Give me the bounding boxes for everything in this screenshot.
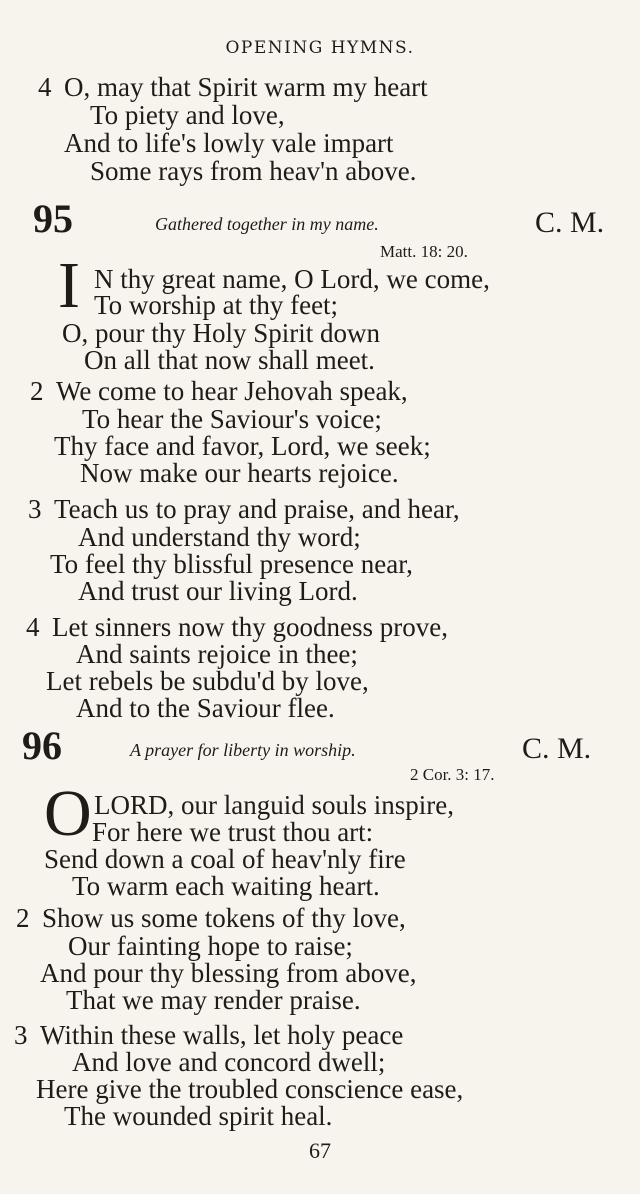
prev-stanza-line-4: Some rays from heav'n above. <box>90 156 417 186</box>
hymn-meter: C. M. <box>535 206 605 239</box>
scripture-reference: Matt. 18: 20. <box>380 242 468 261</box>
prev-stanza-line-2: To piety and love, <box>90 100 285 130</box>
hymn-meter: C. M. <box>522 732 592 765</box>
stanza-number: 3 <box>28 494 42 524</box>
prev-stanza-line-3: And to life's lowly vale impart <box>64 128 394 158</box>
verse-line: And saints rejoice in thee; <box>76 639 358 669</box>
verse-line: LORD, our languid souls inspire, <box>94 790 454 820</box>
hymn-title: A prayer for liberty in worship. <box>130 740 356 760</box>
hymn-number: 95 <box>33 196 73 241</box>
hymn-title: Gathered together in my name. <box>155 214 379 234</box>
drop-cap: I <box>58 249 80 322</box>
verse-line: Our fainting hope to raise; <box>68 931 353 961</box>
stanza-number: 2 <box>30 376 44 406</box>
scripture-reference: 2 Cor. 3: 17. <box>410 765 495 784</box>
stanza-number: 4 <box>26 612 40 642</box>
verse-line: N thy great name, O Lord, we come, <box>94 264 490 294</box>
verse-line: That we may render praise. <box>66 985 361 1015</box>
stanza-number: 3 <box>14 1020 28 1050</box>
verse-line: To hear the Saviour's voice; <box>82 404 382 434</box>
verse-line: The wounded spirit heal. <box>64 1101 333 1131</box>
running-head: OPENING HYMNS. <box>225 38 415 58</box>
prev-stanza-line-1: 4 O, may that Spirit warm my heart <box>38 72 428 102</box>
stanza-number: 2 <box>16 903 30 933</box>
verse-line: On all that now shall meet. <box>84 345 375 375</box>
verse-line: Send down a coal of heav'nly fire <box>44 844 406 874</box>
verse-line: For here we trust thou art: <box>92 817 374 847</box>
verse-line: 2 Show us some tokens of thy love, <box>16 903 406 933</box>
verse-line: 2 We come to hear Jehovah speak, <box>30 376 408 406</box>
verse-line: Thy face and favor, Lord, we seek; <box>54 431 431 461</box>
verse-line: To warm each waiting heart. <box>72 871 380 901</box>
verse-line: And love and concord dwell; <box>72 1047 386 1077</box>
stanza-number: 4 <box>38 72 52 102</box>
verse-line: And pour thy blessing from above, <box>40 958 417 988</box>
verse-line: And understand thy word; <box>78 522 361 552</box>
verse-line: 3 Teach us to pray and praise, and hear, <box>28 494 460 524</box>
verse-line: To feel thy blissful presence near, <box>50 549 413 579</box>
verse-line: And to the Saviour flee. <box>76 693 335 723</box>
verse-line: 3 Within these walls, let holy peace <box>14 1020 404 1050</box>
verse-line: Here give the troubled conscience ease, <box>36 1074 464 1104</box>
verse-line: Let rebels be subdu'd by love, <box>46 666 369 696</box>
verse-line: O, pour thy Holy Spirit down <box>62 318 381 348</box>
verse-line: To worship at thy feet; <box>94 290 339 320</box>
hymn-number: 96 <box>22 723 62 768</box>
drop-cap: O <box>44 777 92 850</box>
verse-line: 4 Let sinners now thy goodness prove, <box>26 612 448 642</box>
page-number: 67 <box>309 1138 331 1163</box>
verse-line: And trust our living Lord. <box>78 576 358 606</box>
verse-line: Now make our hearts rejoice. <box>80 458 399 488</box>
